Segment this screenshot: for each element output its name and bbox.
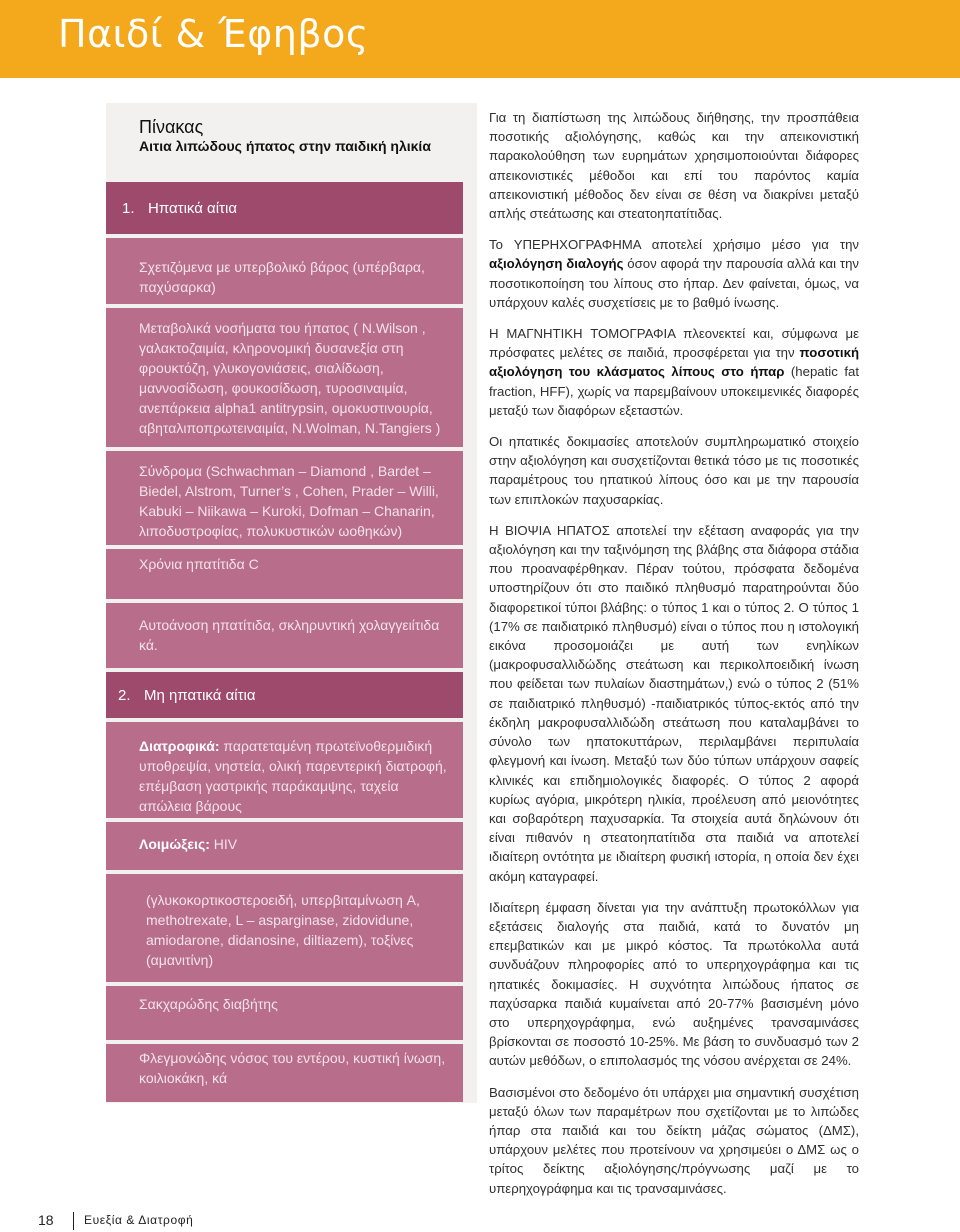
- section-2-label: Μη ηπατικά αίτια: [144, 686, 256, 704]
- table-row: [106, 238, 463, 304]
- section-1-label: Ηπατικά αίτια: [148, 199, 237, 217]
- table-cell-text: (γλυκοκορτικοστεροειδή, υπερβιταμίνωση A, methotrexate, L – asparginase, zidovidune, amiodarone, didanosine, diltiazem), τοξίνες (αμανιτίνη): [146, 892, 420, 968]
- table-subtitle: Αιτια λιπώδους ήπατος στην παιδική ηλικία: [139, 138, 431, 154]
- paragraph: [489, 324, 859, 420]
- table-row: [106, 722, 463, 818]
- table-row: [106, 1044, 463, 1102]
- table-row: [106, 549, 463, 599]
- paragraph-part: όσον αφορά την παρουσία αλλά και την ποσοτικοποίηση του λίπους στο ήπαρ. Δεν φαίνεται, όμως, να υπάρχουν καλές συσχετίσεις με το βαθμό ίνωσης.: [489, 256, 859, 310]
- body-text: [489, 108, 859, 1210]
- table-title: Πίνακας: [139, 117, 204, 137]
- paragraph: [489, 235, 859, 312]
- table-cell-text: Σύνδρομα (Schwachman – Diamond , Bardet – Biedel, Alstrom, Turner’s , Cohen, Prader – Willi, Kabuki – Niikawa – Kuroki, Dofman – Chanarin, λιποδυστροφίας, πολυκυστικών ωοθηκών): [139, 463, 439, 539]
- table-cell-text: [139, 834, 447, 854]
- table-cell-bold: Διατροφικά:: [139, 738, 220, 754]
- paragraph: Ιδιαίτερη έμφαση δίνεται για την ανάπτυξη πρωτοκόλλων για εξετάσεις διαλογής στα παιδιά, κατά το δυνατόν μη επεμβατικών και με μικρό κόστος. Τα πρωτόκολλα αυτά συνδυάζουν πληροφορίες από το υπερηχογράφημα και τις ηπατικές δοκιμασίες. Η συχνότητα λιπώδους ήπατος σε παχύσαρκα παιδιά κυμαίνεται από 20-77% βασισμένη μόνο στο υπερηχογράφημα, ενώ αυξημένες τρανσαμινάσες βρίσκονται σε ποσοστό 10-25%. Με βάση το συνδυασμό των 2 αυτών μεθόδων, ο επιπολασμός της νόσου ανέρχεται σε 24%.: [489, 899, 859, 1069]
- table-cell-bold: Λοιμώξεις:: [139, 836, 210, 852]
- footer-divider: [73, 1212, 74, 1230]
- paragraph-part: (hepatic fat fraction, HFF), χωρίς να παρεμβαίνουν υποκειμενικές διαφορές μεταξύ των διαφόρων εξεταστών.: [489, 364, 859, 418]
- table-row: [106, 822, 463, 870]
- table-cell-text: Χρόνια ηπατίτιδα C: [139, 556, 259, 572]
- paragraph: Για τη διαπίστωση της λιπώδους διήθησης, την προσπάθεια ποσοτικής αξιολόγησης, καθώς και την απεικονιστική παρακολούθηση των ευρημάτων χρησιμοποιούνται διάφορες απεικονιστικές μέθοδοι και επί του παρόντος καμία απεικονιστική μέθοδος δεν είναι σε θέση να διακρίνει μεταξύ απλής στεάτωσης και στεατοηπατίτιδας.: [489, 110, 859, 222]
- section-2-header: [106, 672, 463, 718]
- table-cell-text: Σχετιζόμενα με υπερβολικό βάρος (υπέρβαρα, παχύσαρκα): [139, 259, 425, 295]
- section-1-header: [106, 182, 463, 234]
- section-1-number: 1.: [122, 199, 135, 217]
- paragraph-part: Το ΥΠΕΡΗΧΟΓΡΑΦΗΜΑ αποτελεί χρήσιμο μέσο για την: [489, 237, 859, 253]
- table-row: [106, 451, 463, 545]
- paragraph: Οι ηπατικές δοκιμασίες αποτελούν συμπληρωματικό στοιχείο στην αξιολόγηση και συσχετίζονται θετικά τόσο με τις ποσοτικές παραμέτρους του ηπατικού λίπους όσο και με την παρουσία των επιπλοκών παχυσαρκίας.: [489, 434, 859, 507]
- table-cell-text: [139, 736, 447, 816]
- table-row: [106, 603, 463, 668]
- paragraph-part: Η ΜΑΓΝΗΤΙΚΗ ΤΟΜΟΓΡΑΦΙΑ πλεονεκτεί και, σύμφωνα με πρόσφατες μελέτες σε παιδιά, προσφέρεται για την: [489, 326, 859, 361]
- table-row: [106, 986, 463, 1040]
- paragraph: Βασισμένοι στο δεδομένο ότι υπάρχει μια σημαντική συσχέτιση μεταξύ όλων των παραμέτρων που σχετίζονται με το λιπώδες ήπαρ στα παιδιά και του δείκτη μάζας σώματος (ΔΜΣ), υπάρχουν μελέτες που προτείνουν να χρησιμεύει ο ΔΜΣ ως ο τρίτος δείκτης αξιολόγησης/πρόγνωσης μαζί με το υπερηχογράφημα και τις τρανσαμινάσες.: [489, 1084, 859, 1196]
- page-number: 18: [38, 1212, 54, 1228]
- table-cell-text: Σακχαρώδης διαβήτης: [139, 996, 278, 1012]
- page-title: Παιδί & Έφηβος: [58, 12, 369, 56]
- paragraph-bold: αξιολόγηση διαλογής: [489, 256, 624, 272]
- table-row: [106, 308, 463, 447]
- table-cell-rest: παρατεταμένη πρωτεϊνοθερμιδική υποθρεψία, νηστεία, ολική παρεντερική διατροφή, επέμβαση γαστρικής παράκαμψης, ταχεία απώλεια βάρους: [139, 738, 447, 814]
- paragraph: Η ΒΙΟΨΙΑ ΗΠΑΤΟΣ αποτελεί την εξέταση αναφοράς για την αξιολόγηση και την ταξινόμηση της βλάβης στα διάφορα στάδια που προαναφέρθηκαν. Πέραν τούτου, πρόσφατα δεδομένα υποστηρίζουν ότι στο παιδικό πληθυσμό παρατηρούνται δύο διαφορετικοί τύποι βλάβης: ο τύπος 1 και ο τύπος 2. Ο τύπος 1 (17% σε παιδιατρικό πληθυσμό) είναι ο τύπος που η ιστολογική εικόνα προσομοιάζει με αυτή των ενηλίκων (μακροφυσαλλιδώδης στεάτωση και περικολποειδική ίνωση που φείδεται των πυλαίων διαστημάτων,) ενώ ο τύπος 2 (51% σε παιδιατρικό πληθυσμό) -παιδιατρικός τύπος-εκτός από την έκδηλη μακροφυσαλλιδώδη στεάτωση που καταλαμβάνει το σύνολο των ηπατοκυττάρων, περιλαμβάνει περιπυλαία φλεγμονή και ίνωση. Μεταξύ των δύο τύπων υπάρχουν σαφείς κλινικές και επιδημιολογικές διαφορές. Ο τύπος 2 αφορά κυρίως αγόρια, μικρότερη ηλικία, προέλευση από μειονότητες και σοβαρότερη παχυσαρκία. Τα στοιχεία αυτά δηλώνουν ότι είναι πιθανόν η στεατοηπατίτιδα στα παιδιά να αποτελεί ιδιαίτερη οντότητα με ιδιαίτερη φυσική ιστορία, η οποία δεν έχει ακόμη καταγραφεί.: [489, 522, 859, 884]
- table-cell-text: Μεταβολικά νοσήματα του ήπατος ( N.Wilson , γαλακτοζαιμία, κληρονομική δυσανεξία στη φρουκτόζη, γλυκογονιάσεις, σιαλίδωση, μαννοσίδωση, φουκοσίδωση, τυροσιναιμία, ανεπάρκεια alpha1 antitrypsin, ομοκυστινουρία, αβηταλιποπρωτειναιμία, N.Wolman, N.Tangiers ): [139, 320, 441, 436]
- table-cell-text: Αυτοάνοση ηπατίτιδα, σκληρυντική χολαγγειίτιδα κά.: [139, 617, 440, 653]
- paragraph-bold: ποσοτική αξιολόγηση του κλάσματος λίπους στο ήπαρ: [489, 345, 859, 380]
- section-2-number: 2.: [118, 686, 131, 704]
- table-cell-text: Φλεγμονώδης νόσος του εντέρου, κυστική ίνωση, κοιλιοκάκη, κά: [139, 1050, 446, 1086]
- table-cell-rest: HIV: [209, 836, 238, 852]
- footer-brand: Ευεξία & Διατροφή: [84, 1213, 194, 1227]
- table-row: [106, 874, 463, 982]
